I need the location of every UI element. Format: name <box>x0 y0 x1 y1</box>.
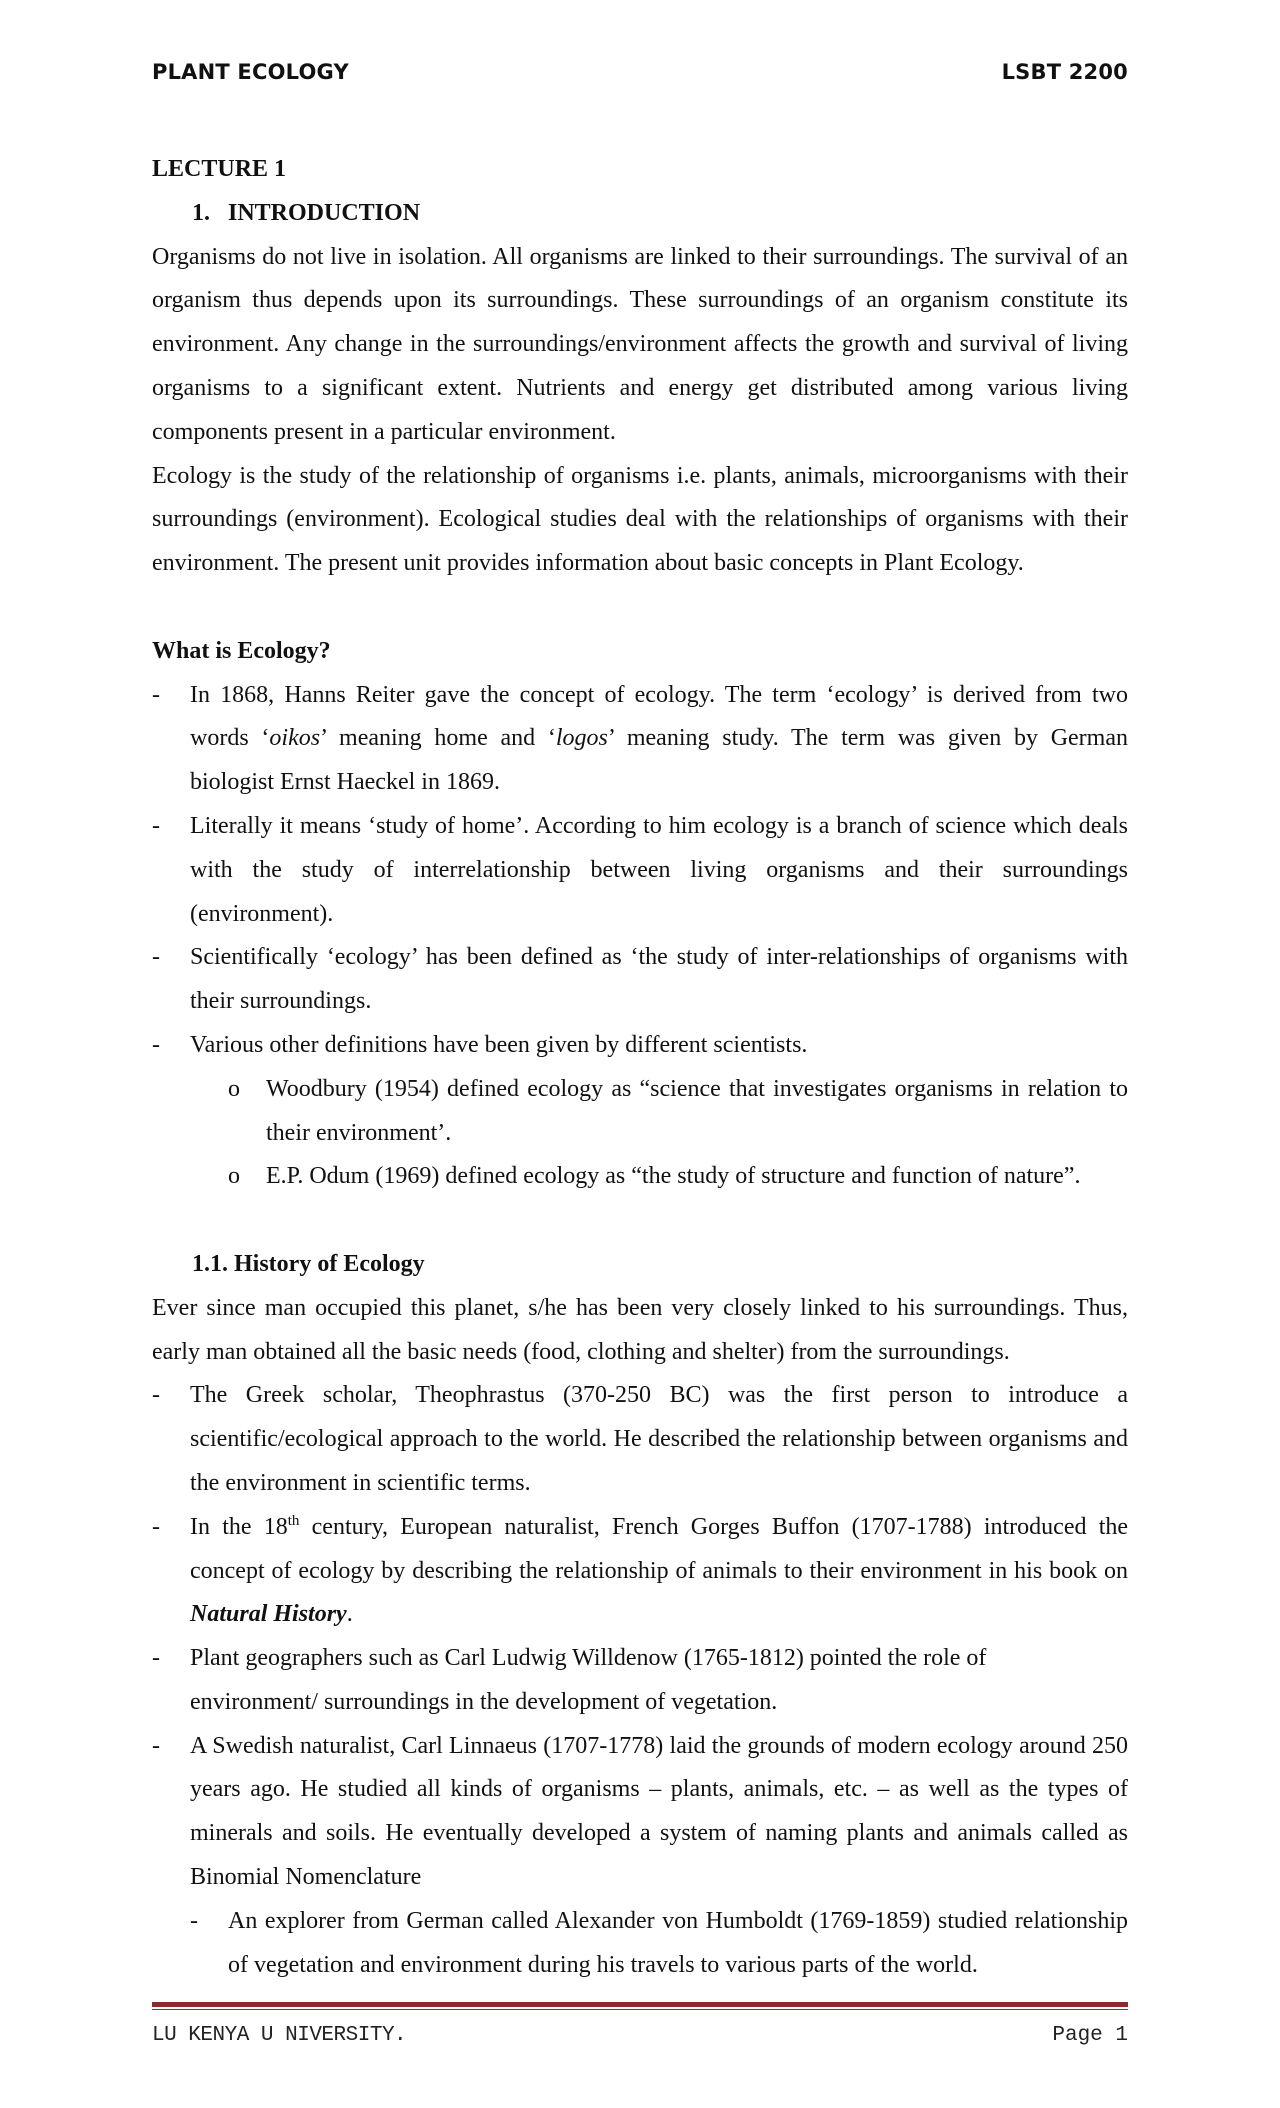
list-item <box>152 1024 1128 1068</box>
dash-bullet: - <box>152 1513 160 1540</box>
list-item-line: environment/ surroundings in the development of vegetation. <box>190 1688 778 1715</box>
dash-bullet: - <box>152 681 160 708</box>
term-oikos: oikos <box>269 725 321 752</box>
sub-list-item <box>152 1155 1128 1199</box>
page-footer <box>152 2024 1128 2056</box>
page-header <box>152 60 1128 92</box>
dash-bullet: - <box>152 1732 160 1759</box>
list-item-text: Literally it means ‘study of home’. According to him ecology is a branch of science which deals with the study of interrelationship between living organisms and their surroundings (environment). <box>190 812 1128 927</box>
list-item <box>152 936 1128 1024</box>
list-item-line: Plant geographers such as Carl Ludwig Willdenow (1765-1812) pointed the role of <box>190 1645 987 1672</box>
circle-bullet: o <box>228 1163 240 1190</box>
section-heading-introduction <box>152 192 1128 236</box>
sub-list-item-text: E.P. Odum (1969) defined ecology as “the study of structure and function of nature”. <box>266 1163 1081 1190</box>
list-item <box>152 674 1128 805</box>
list-item-text: An explorer from German called Alexander von Humboldt (1769-1859) studied relationship of vegetation and environment during his travels to various parts of the world. <box>228 1907 1128 1978</box>
university-name: LU KENYA U NIVERSITY. <box>152 2024 407 2047</box>
dash-bullet: - <box>152 1382 160 1409</box>
list-item-text: Scientifically ‘ecology’ has been defined as ‘the study of inter-relationships of organisms with their surroundings. <box>190 944 1128 1015</box>
list-item-text: century, European naturalist, French Gorges Buffon (1707-1788) introduced the concept of ecology by describing the relationship of animals to their environment in his book on <box>190 1513 1129 1584</box>
spacer <box>152 586 1128 630</box>
list-item-text: The Greek scholar, Theophrastus (370-250 BC) was the first person to introduce a scientific/ecological approach to the world. He described the relationship between organisms and the environment in scientific terms. <box>190 1382 1128 1496</box>
list-item <box>152 1506 1128 1637</box>
footer-rule-thick <box>152 2002 1128 2007</box>
section-title: INTRODUCTION <box>228 199 421 226</box>
footer-rule-thin <box>152 2009 1128 2010</box>
list-item-text: ’ meaning study. The term was given by German biologist Ernst Haeckel in 1869. <box>190 725 1128 796</box>
dash-bullet: - <box>152 944 160 971</box>
list-item-text: . <box>346 1601 353 1628</box>
list-item-text: In the 18 <box>190 1513 288 1540</box>
list-item-text: Various other definitions have been given by different scientists. <box>190 1031 808 1058</box>
list-item-text: In 1868, Hanns Reiter gave the concept of ecology. The term ‘ecology’ is derived from two words ‘ <box>190 681 1128 752</box>
circle-bullet: o <box>228 1075 240 1102</box>
spacer <box>152 1199 1128 1243</box>
dash-bullet: - <box>152 1645 160 1672</box>
sub-list-item <box>152 1068 1128 1156</box>
history-paragraph: Ever since man occupied this planet, s/he has been very closely linked to his surroundings. Thus, early man obtained all the basic needs (food, clothing and shelter) from the surroundings. <box>152 1294 1128 1365</box>
list-item <box>152 1725 1128 1900</box>
sub-list-item-text: Woodbury (1954) defined ecology as “science that investigates organisms in relation to their environment’. <box>266 1075 1128 1146</box>
lecture-title: LECTURE 1 <box>152 156 287 182</box>
list-item <box>152 1374 1128 1505</box>
document-body <box>152 148 1128 1987</box>
intro-paragraph-1: Organisms do not live in isolation. All organisms are linked to their surroundings. The survival of an organism thus depends upon its surroundings. These surroundings of an organism constitute its environment. Any change in the surroundings/environment affects the growth and survival of living organisms to a significant extent. Nutrients and energy get distributed among various living components present in a particular environment. <box>152 243 1128 445</box>
dash-bullet: - <box>190 1907 198 1934</box>
page-number: Page 1 <box>1052 2024 1128 2047</box>
term-logos: logos <box>555 725 608 752</box>
superscript: th <box>287 1512 300 1529</box>
list-item-text: A Swedish naturalist, Carl Linnaeus (1707-1778) laid the grounds of modern ecology around 250 years ago. He studied all kinds of organisms – plants, animals, etc. – as well as the types of minerals and soils. He eventually developed a system of naming plants and animals called as Binomial Nomenclature <box>190 1732 1128 1891</box>
dash-bullet: - <box>152 1031 160 1058</box>
book-title: Natural History <box>190 1601 347 1628</box>
history-heading: 1.1. History of Ecology <box>192 1250 425 1277</box>
section-number: 1. <box>192 199 210 226</box>
list-item <box>152 1637 1128 1725</box>
intro-paragraph-2: Ecology is the study of the relationship of organisms i.e. plants, animals, microorganisms with their surroundings (environment). Ecological studies deal with the relationships of organisms with their environment. The present unit provides information about basic concepts in Plant Ecology. <box>152 462 1128 577</box>
list-item <box>152 805 1128 936</box>
course-code: LSBT 2200 <box>1001 60 1128 84</box>
list-item-text: ’ meaning home and ‘ <box>320 725 556 752</box>
what-is-ecology-heading: What is Ecology? <box>152 637 331 664</box>
course-title: PLANT ECOLOGY <box>152 60 349 84</box>
dash-bullet: - <box>152 812 160 839</box>
nested-list-item <box>152 1900 1128 1988</box>
